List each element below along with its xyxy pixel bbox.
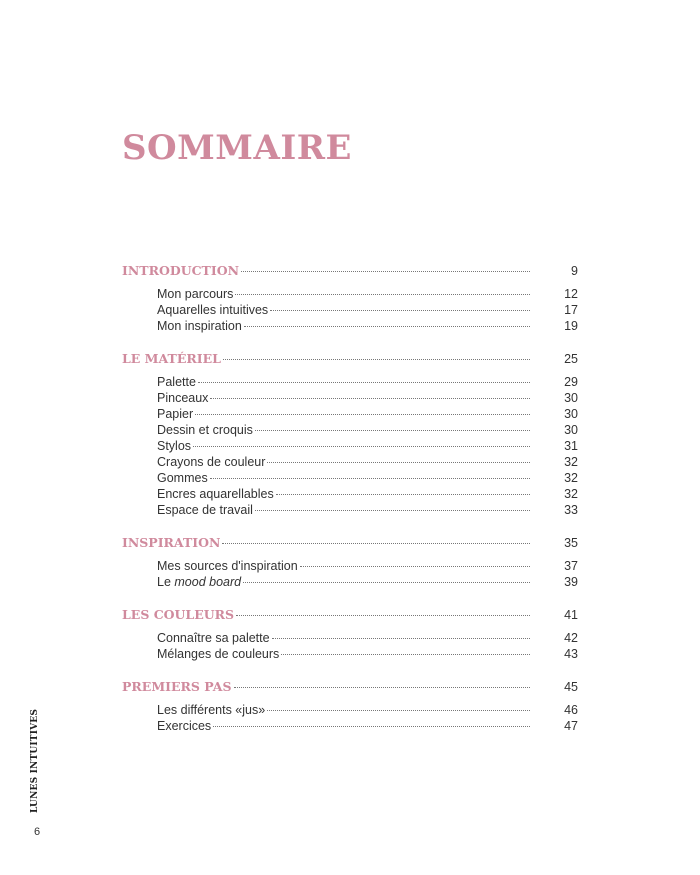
page-number: 33 bbox=[564, 503, 578, 517]
toc-section-heading[interactable] bbox=[122, 263, 578, 279]
toc-entry[interactable] bbox=[122, 391, 578, 407]
toc-entry[interactable] bbox=[122, 647, 578, 663]
toc-section-heading[interactable] bbox=[122, 607, 578, 623]
dot-leader bbox=[270, 310, 530, 311]
entry-label: Pinceaux bbox=[157, 391, 209, 405]
page-number: 42 bbox=[564, 631, 578, 645]
toc-entry[interactable] bbox=[122, 703, 578, 719]
page-folio: 6 bbox=[34, 826, 41, 838]
dot-leader bbox=[222, 543, 530, 544]
page-number: 25 bbox=[564, 352, 578, 366]
page-title: SOMMAIRE bbox=[122, 128, 352, 168]
entry-label-italic: mood board bbox=[174, 575, 242, 589]
entry-label: Mélanges de couleurs bbox=[157, 647, 280, 661]
toc-entry[interactable] bbox=[122, 631, 578, 647]
page-number: 43 bbox=[564, 647, 578, 661]
entry-label: Mon parcours bbox=[157, 287, 234, 301]
table-of-contents bbox=[122, 263, 578, 751]
toc-section bbox=[122, 607, 578, 663]
entry-label: Espace de travail bbox=[157, 503, 253, 517]
section-title: INSPIRATION bbox=[122, 535, 221, 550]
page-number: 17 bbox=[564, 303, 578, 317]
toc-section bbox=[122, 351, 578, 519]
dot-leader bbox=[281, 654, 530, 655]
page-number: 30 bbox=[564, 391, 578, 405]
toc-entry[interactable] bbox=[122, 375, 578, 391]
toc-entry[interactable] bbox=[122, 319, 578, 335]
entry-label: Dessin et croquis bbox=[157, 423, 253, 437]
entry-label: Stylos bbox=[157, 439, 192, 453]
toc-entry[interactable] bbox=[122, 487, 578, 503]
toc-entry[interactable] bbox=[122, 559, 578, 575]
dot-leader bbox=[195, 414, 530, 415]
entry-label: Crayons de couleur bbox=[157, 455, 266, 469]
dot-leader bbox=[210, 398, 530, 399]
toc-section bbox=[122, 263, 578, 335]
page-number: 39 bbox=[564, 575, 578, 589]
toc-section bbox=[122, 679, 578, 735]
page-number: 19 bbox=[564, 319, 578, 333]
dot-leader bbox=[241, 271, 530, 272]
page-number: 45 bbox=[564, 680, 578, 694]
entry-label: Mes sources d'inspiration bbox=[157, 559, 298, 573]
section-title: LES COULEURS bbox=[122, 607, 235, 622]
dot-leader bbox=[272, 638, 530, 639]
dot-leader bbox=[234, 687, 530, 688]
page-number: 32 bbox=[564, 487, 578, 501]
entry-label-prefix: Le bbox=[157, 575, 175, 589]
page-number: 12 bbox=[564, 287, 578, 301]
entry-label: Gommes bbox=[157, 471, 208, 485]
dot-leader bbox=[300, 566, 530, 567]
dot-leader bbox=[243, 582, 530, 583]
toc-entry[interactable] bbox=[122, 575, 578, 591]
page-number: 46 bbox=[564, 703, 578, 717]
entry-label: Connaître sa palette bbox=[157, 631, 270, 645]
dot-leader bbox=[244, 326, 530, 327]
page-number: 30 bbox=[564, 423, 578, 437]
dot-leader bbox=[223, 359, 530, 360]
page-number: 35 bbox=[564, 536, 578, 550]
dot-leader bbox=[213, 726, 530, 727]
dot-leader bbox=[267, 462, 530, 463]
dot-leader bbox=[255, 430, 530, 431]
toc-section-heading[interactable] bbox=[122, 351, 578, 367]
toc-entry[interactable] bbox=[122, 439, 578, 455]
dot-leader bbox=[235, 294, 530, 295]
entry-label: Les différents «jus» bbox=[157, 703, 266, 717]
entry-label: Papier bbox=[157, 407, 194, 421]
toc-entry[interactable] bbox=[122, 471, 578, 487]
entry-label: Mon inspiration bbox=[157, 319, 242, 333]
page-number: 32 bbox=[564, 455, 578, 469]
section-title: INTRODUCTION bbox=[122, 263, 240, 278]
page-number: 37 bbox=[564, 559, 578, 573]
dot-leader bbox=[236, 615, 530, 616]
page-number: 47 bbox=[564, 719, 578, 733]
entry-label: Encres aquarellables bbox=[157, 487, 274, 501]
entry-label bbox=[157, 575, 241, 589]
entry-label: Exercices bbox=[157, 719, 212, 733]
page-number: 41 bbox=[564, 608, 578, 622]
page-number: 29 bbox=[564, 375, 578, 389]
dot-leader bbox=[267, 710, 530, 711]
page-number: 9 bbox=[571, 264, 578, 278]
page-number: 32 bbox=[564, 471, 578, 485]
dot-leader bbox=[210, 478, 530, 479]
dot-leader bbox=[198, 382, 530, 383]
toc-entry[interactable] bbox=[122, 407, 578, 423]
toc-section-heading[interactable] bbox=[122, 679, 578, 695]
dot-leader bbox=[193, 446, 530, 447]
entry-label: Palette bbox=[157, 375, 196, 389]
toc-section-heading[interactable] bbox=[122, 535, 578, 551]
dot-leader bbox=[255, 510, 530, 511]
toc-entry[interactable] bbox=[122, 303, 578, 319]
toc-entry[interactable] bbox=[122, 287, 578, 303]
toc-entry[interactable] bbox=[122, 503, 578, 519]
running-head: LUNES INTUITIVES bbox=[30, 708, 40, 813]
section-title: PREMIERS PAS bbox=[122, 679, 232, 694]
page-number: 31 bbox=[564, 439, 578, 453]
page-number: 30 bbox=[564, 407, 578, 421]
entry-label: Aquarelles intuitives bbox=[157, 303, 269, 317]
dot-leader bbox=[276, 494, 530, 495]
toc-entry[interactable] bbox=[122, 455, 578, 471]
toc-section bbox=[122, 535, 578, 591]
toc-entry[interactable] bbox=[122, 423, 578, 439]
section-title: LE MATÉRIEL bbox=[122, 351, 221, 366]
toc-entry[interactable] bbox=[122, 719, 578, 735]
